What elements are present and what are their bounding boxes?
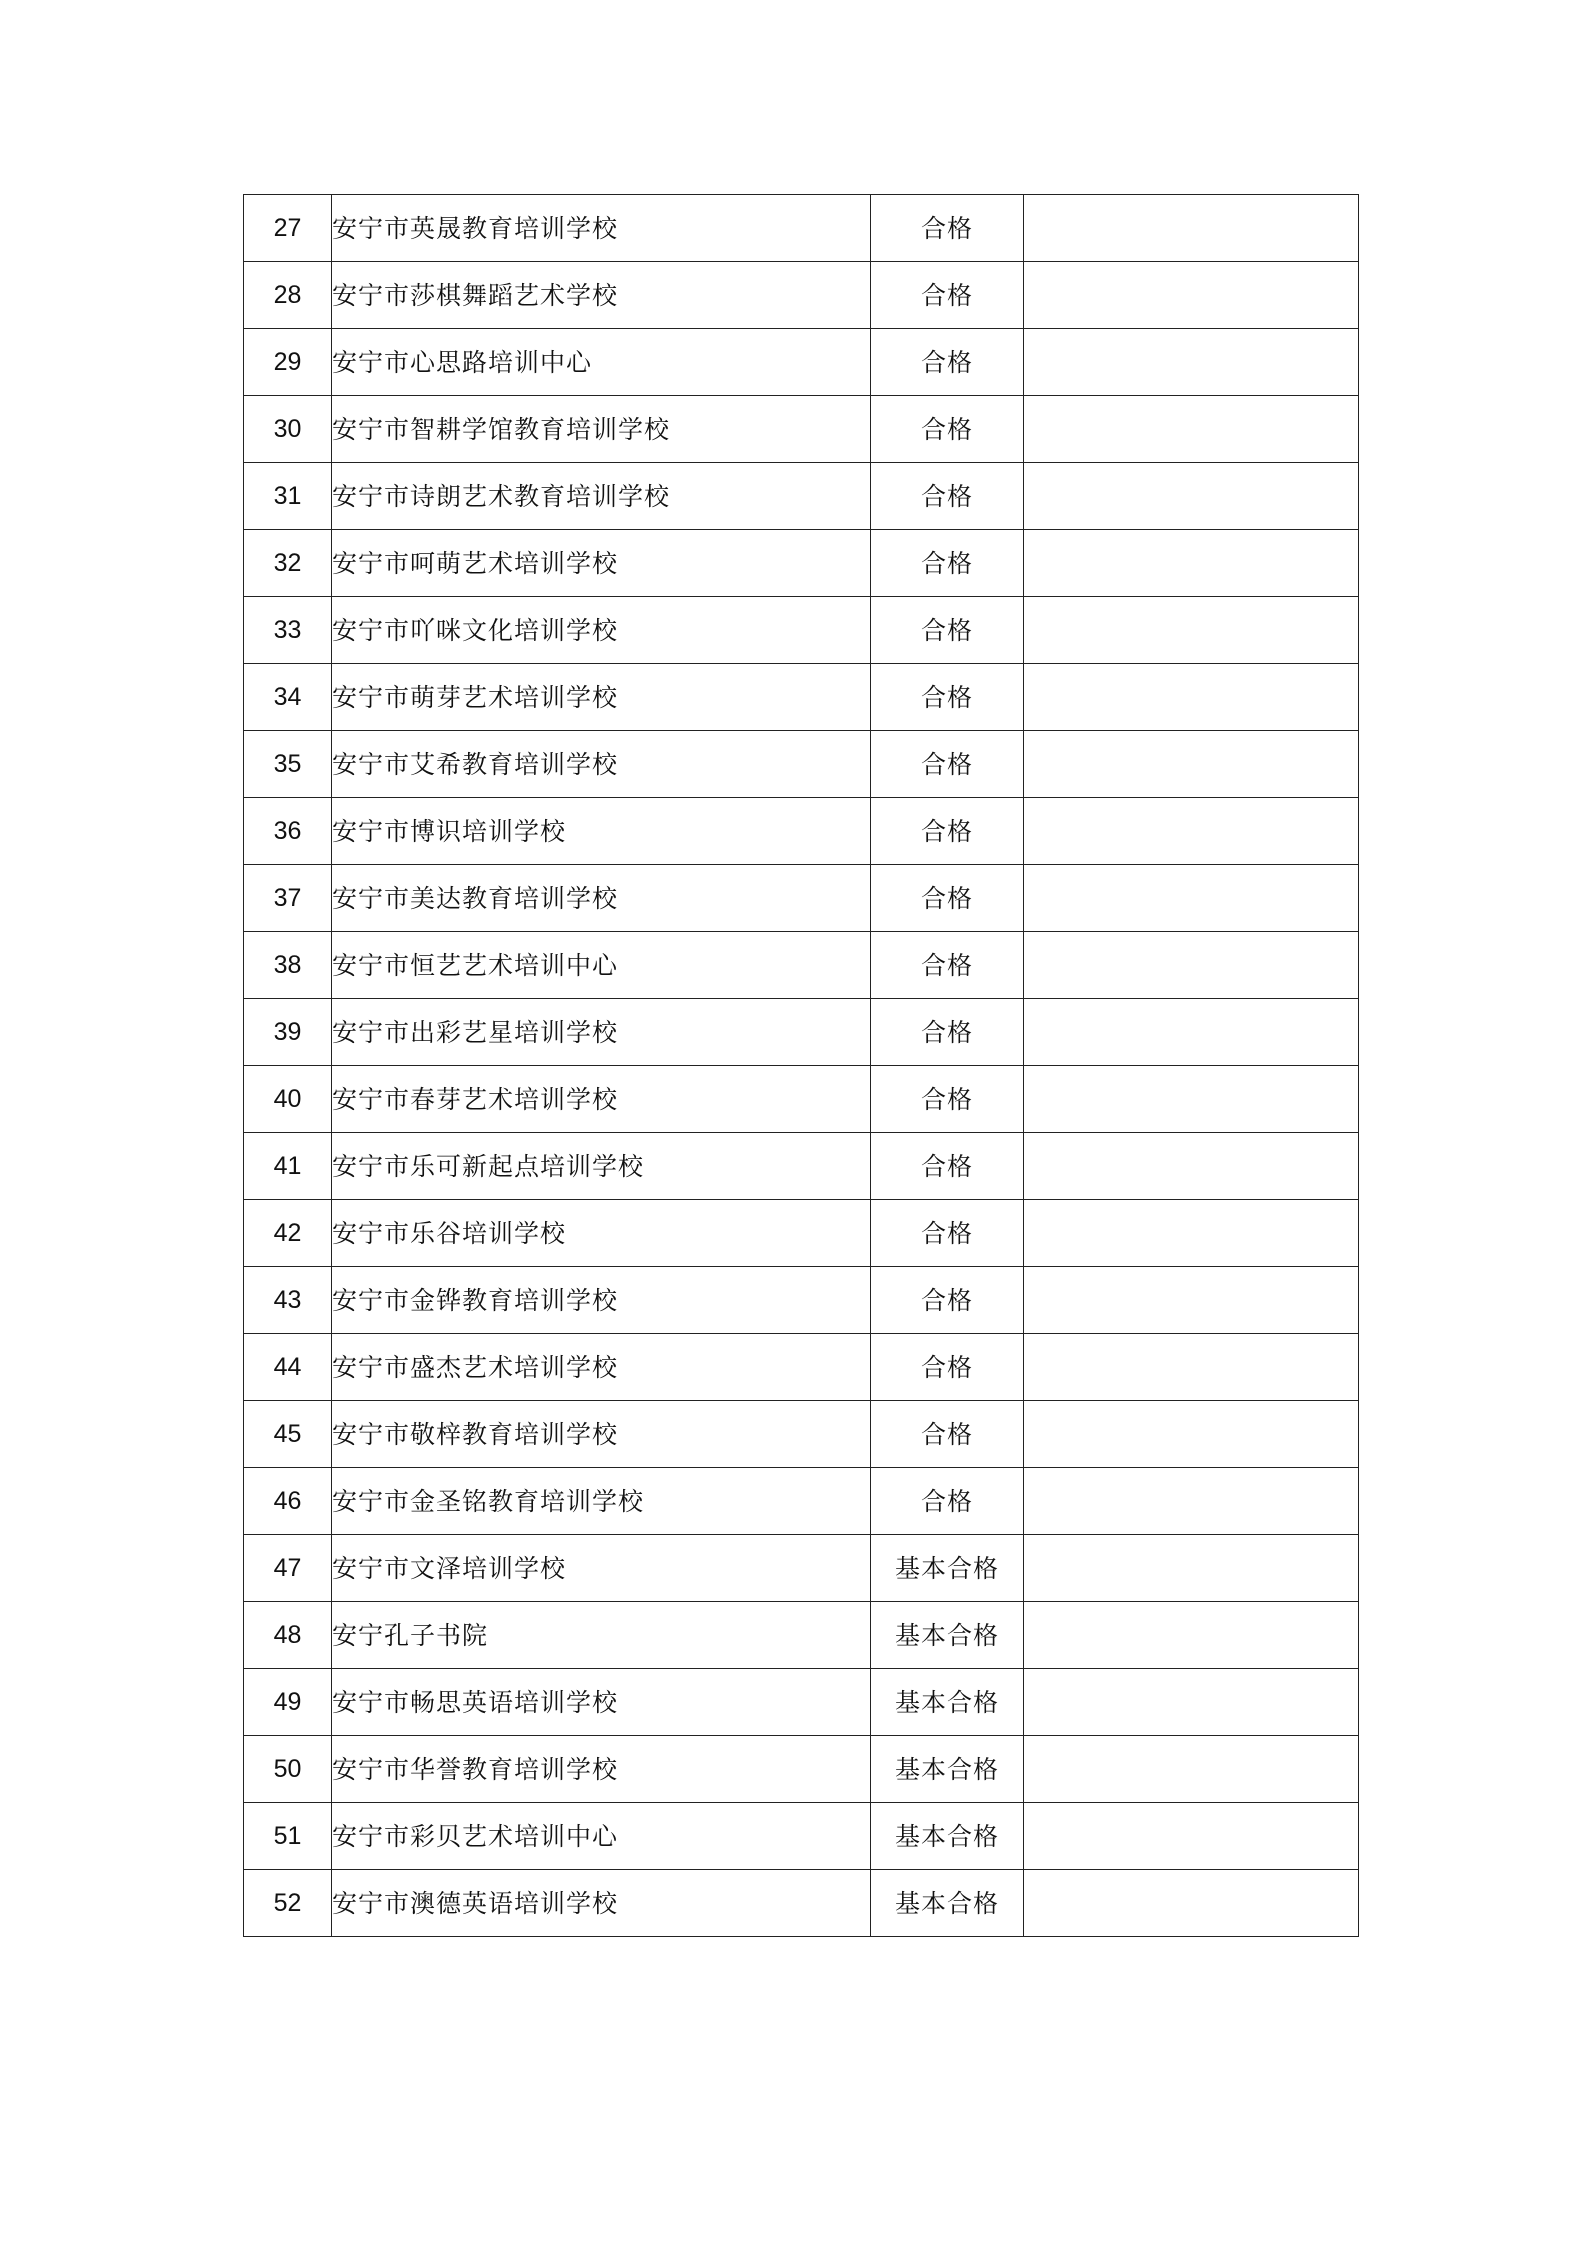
remarks-cell <box>1024 329 1359 396</box>
remarks-cell <box>1024 530 1359 597</box>
row-number: 44 <box>244 1334 332 1401</box>
row-number: 50 <box>244 1736 332 1803</box>
remarks-cell <box>1024 1267 1359 1334</box>
table-row <box>244 597 1359 664</box>
row-number: 32 <box>244 530 332 597</box>
school-name: 安宁市心思路培训中心 <box>332 329 871 396</box>
inspection-result: 合格 <box>871 1468 1024 1535</box>
row-number: 41 <box>244 1133 332 1200</box>
table-row <box>244 1468 1359 1535</box>
table-row <box>244 1267 1359 1334</box>
table-row <box>244 999 1359 1066</box>
school-name: 安宁市英晟教育培训学校 <box>332 195 871 262</box>
table-row <box>244 1669 1359 1736</box>
remarks-cell <box>1024 1200 1359 1267</box>
school-name: 安宁市彩贝艺术培训中心 <box>332 1803 871 1870</box>
inspection-result: 合格 <box>871 1133 1024 1200</box>
row-number: 42 <box>244 1200 332 1267</box>
remarks-cell <box>1024 396 1359 463</box>
inspection-result: 合格 <box>871 798 1024 865</box>
row-number: 45 <box>244 1401 332 1468</box>
inspection-result: 合格 <box>871 1066 1024 1133</box>
table-row <box>244 731 1359 798</box>
school-name: 安宁市呵萌艺术培训学校 <box>332 530 871 597</box>
row-number: 31 <box>244 463 332 530</box>
school-name: 安宁市金铧教育培训学校 <box>332 1267 871 1334</box>
row-number: 28 <box>244 262 332 329</box>
remarks-cell <box>1024 463 1359 530</box>
school-name: 安宁市萌芽艺术培训学校 <box>332 664 871 731</box>
inspection-result: 合格 <box>871 530 1024 597</box>
row-number: 33 <box>244 597 332 664</box>
inspection-result: 合格 <box>871 865 1024 932</box>
row-number: 27 <box>244 195 332 262</box>
inspection-result: 合格 <box>871 1267 1024 1334</box>
remarks-cell <box>1024 1602 1359 1669</box>
school-name: 安宁市金圣铭教育培训学校 <box>332 1468 871 1535</box>
table-row <box>244 664 1359 731</box>
school-name: 安宁市博识培训学校 <box>332 798 871 865</box>
table-row <box>244 396 1359 463</box>
table-row <box>244 1401 1359 1468</box>
school-name: 安宁市恒艺艺术培训中心 <box>332 932 871 999</box>
inspection-result: 合格 <box>871 195 1024 262</box>
inspection-result: 基本合格 <box>871 1803 1024 1870</box>
remarks-cell <box>1024 999 1359 1066</box>
table-row <box>244 865 1359 932</box>
school-name: 安宁市盛杰艺术培训学校 <box>332 1334 871 1401</box>
school-name: 安宁市畅思英语培训学校 <box>332 1669 871 1736</box>
remarks-cell <box>1024 1870 1359 1937</box>
inspection-result: 合格 <box>871 1200 1024 1267</box>
inspection-result: 基本合格 <box>871 1736 1024 1803</box>
table-row <box>244 1334 1359 1401</box>
inspection-result: 合格 <box>871 664 1024 731</box>
school-name: 安宁市出彩艺星培训学校 <box>332 999 871 1066</box>
school-name: 安宁市敬梓教育培训学校 <box>332 1401 871 1468</box>
school-name: 安宁市莎棋舞蹈艺术学校 <box>332 262 871 329</box>
inspection-result: 合格 <box>871 597 1024 664</box>
results-table <box>243 194 1359 1937</box>
remarks-cell <box>1024 1334 1359 1401</box>
school-name: 安宁市华誉教育培训学校 <box>332 1736 871 1803</box>
table-row <box>244 1133 1359 1200</box>
remarks-cell <box>1024 664 1359 731</box>
school-name: 安宁市艾希教育培训学校 <box>332 731 871 798</box>
inspection-result: 合格 <box>871 262 1024 329</box>
school-name: 安宁市春芽艺术培训学校 <box>332 1066 871 1133</box>
table-row <box>244 1200 1359 1267</box>
school-name: 安宁市吖咪文化培训学校 <box>332 597 871 664</box>
school-name: 安宁市美达教育培训学校 <box>332 865 871 932</box>
inspection-result: 合格 <box>871 1401 1024 1468</box>
row-number: 47 <box>244 1535 332 1602</box>
inspection-result: 合格 <box>871 731 1024 798</box>
inspection-result: 合格 <box>871 932 1024 999</box>
row-number: 29 <box>244 329 332 396</box>
row-number: 43 <box>244 1267 332 1334</box>
row-number: 34 <box>244 664 332 731</box>
inspection-result: 基本合格 <box>871 1535 1024 1602</box>
table-row <box>244 463 1359 530</box>
school-name: 安宁市乐谷培训学校 <box>332 1200 871 1267</box>
school-name: 安宁市文泽培训学校 <box>332 1535 871 1602</box>
remarks-cell <box>1024 597 1359 664</box>
school-name: 安宁孔子书院 <box>332 1602 871 1669</box>
table-row <box>244 530 1359 597</box>
inspection-result: 合格 <box>871 396 1024 463</box>
row-number: 36 <box>244 798 332 865</box>
table-row <box>244 1066 1359 1133</box>
table-row <box>244 1535 1359 1602</box>
remarks-cell <box>1024 1803 1359 1870</box>
inspection-result: 合格 <box>871 1334 1024 1401</box>
remarks-cell <box>1024 865 1359 932</box>
inspection-result: 合格 <box>871 463 1024 530</box>
row-number: 49 <box>244 1669 332 1736</box>
remarks-cell <box>1024 1535 1359 1602</box>
row-number: 35 <box>244 731 332 798</box>
remarks-cell <box>1024 195 1359 262</box>
remarks-cell <box>1024 731 1359 798</box>
inspection-result: 基本合格 <box>871 1669 1024 1736</box>
table-row <box>244 1736 1359 1803</box>
remarks-cell <box>1024 1401 1359 1468</box>
table-row <box>244 1870 1359 1937</box>
school-name: 安宁市诗朗艺术教育培训学校 <box>332 463 871 530</box>
row-number: 46 <box>244 1468 332 1535</box>
remarks-cell <box>1024 1133 1359 1200</box>
table-row <box>244 262 1359 329</box>
school-name: 安宁市乐可新起点培训学校 <box>332 1133 871 1200</box>
table-row <box>244 329 1359 396</box>
table-row <box>244 1803 1359 1870</box>
remarks-cell <box>1024 1066 1359 1133</box>
remarks-cell <box>1024 798 1359 865</box>
row-number: 38 <box>244 932 332 999</box>
table-row <box>244 798 1359 865</box>
inspection-result: 合格 <box>871 329 1024 396</box>
row-number: 48 <box>244 1602 332 1669</box>
remarks-cell <box>1024 262 1359 329</box>
table-row <box>244 1602 1359 1669</box>
row-number: 37 <box>244 865 332 932</box>
row-number: 51 <box>244 1803 332 1870</box>
row-number: 30 <box>244 396 332 463</box>
results-table-body <box>244 195 1359 1937</box>
remarks-cell <box>1024 1468 1359 1535</box>
inspection-result: 合格 <box>871 999 1024 1066</box>
remarks-cell <box>1024 1736 1359 1803</box>
remarks-cell <box>1024 932 1359 999</box>
school-name: 安宁市智耕学馆教育培训学校 <box>332 396 871 463</box>
row-number: 52 <box>244 1870 332 1937</box>
row-number: 40 <box>244 1066 332 1133</box>
row-number: 39 <box>244 999 332 1066</box>
inspection-result: 基本合格 <box>871 1870 1024 1937</box>
table-row <box>244 932 1359 999</box>
table-row <box>244 195 1359 262</box>
school-name: 安宁市澳德英语培训学校 <box>332 1870 871 1937</box>
inspection-result: 基本合格 <box>871 1602 1024 1669</box>
remarks-cell <box>1024 1669 1359 1736</box>
